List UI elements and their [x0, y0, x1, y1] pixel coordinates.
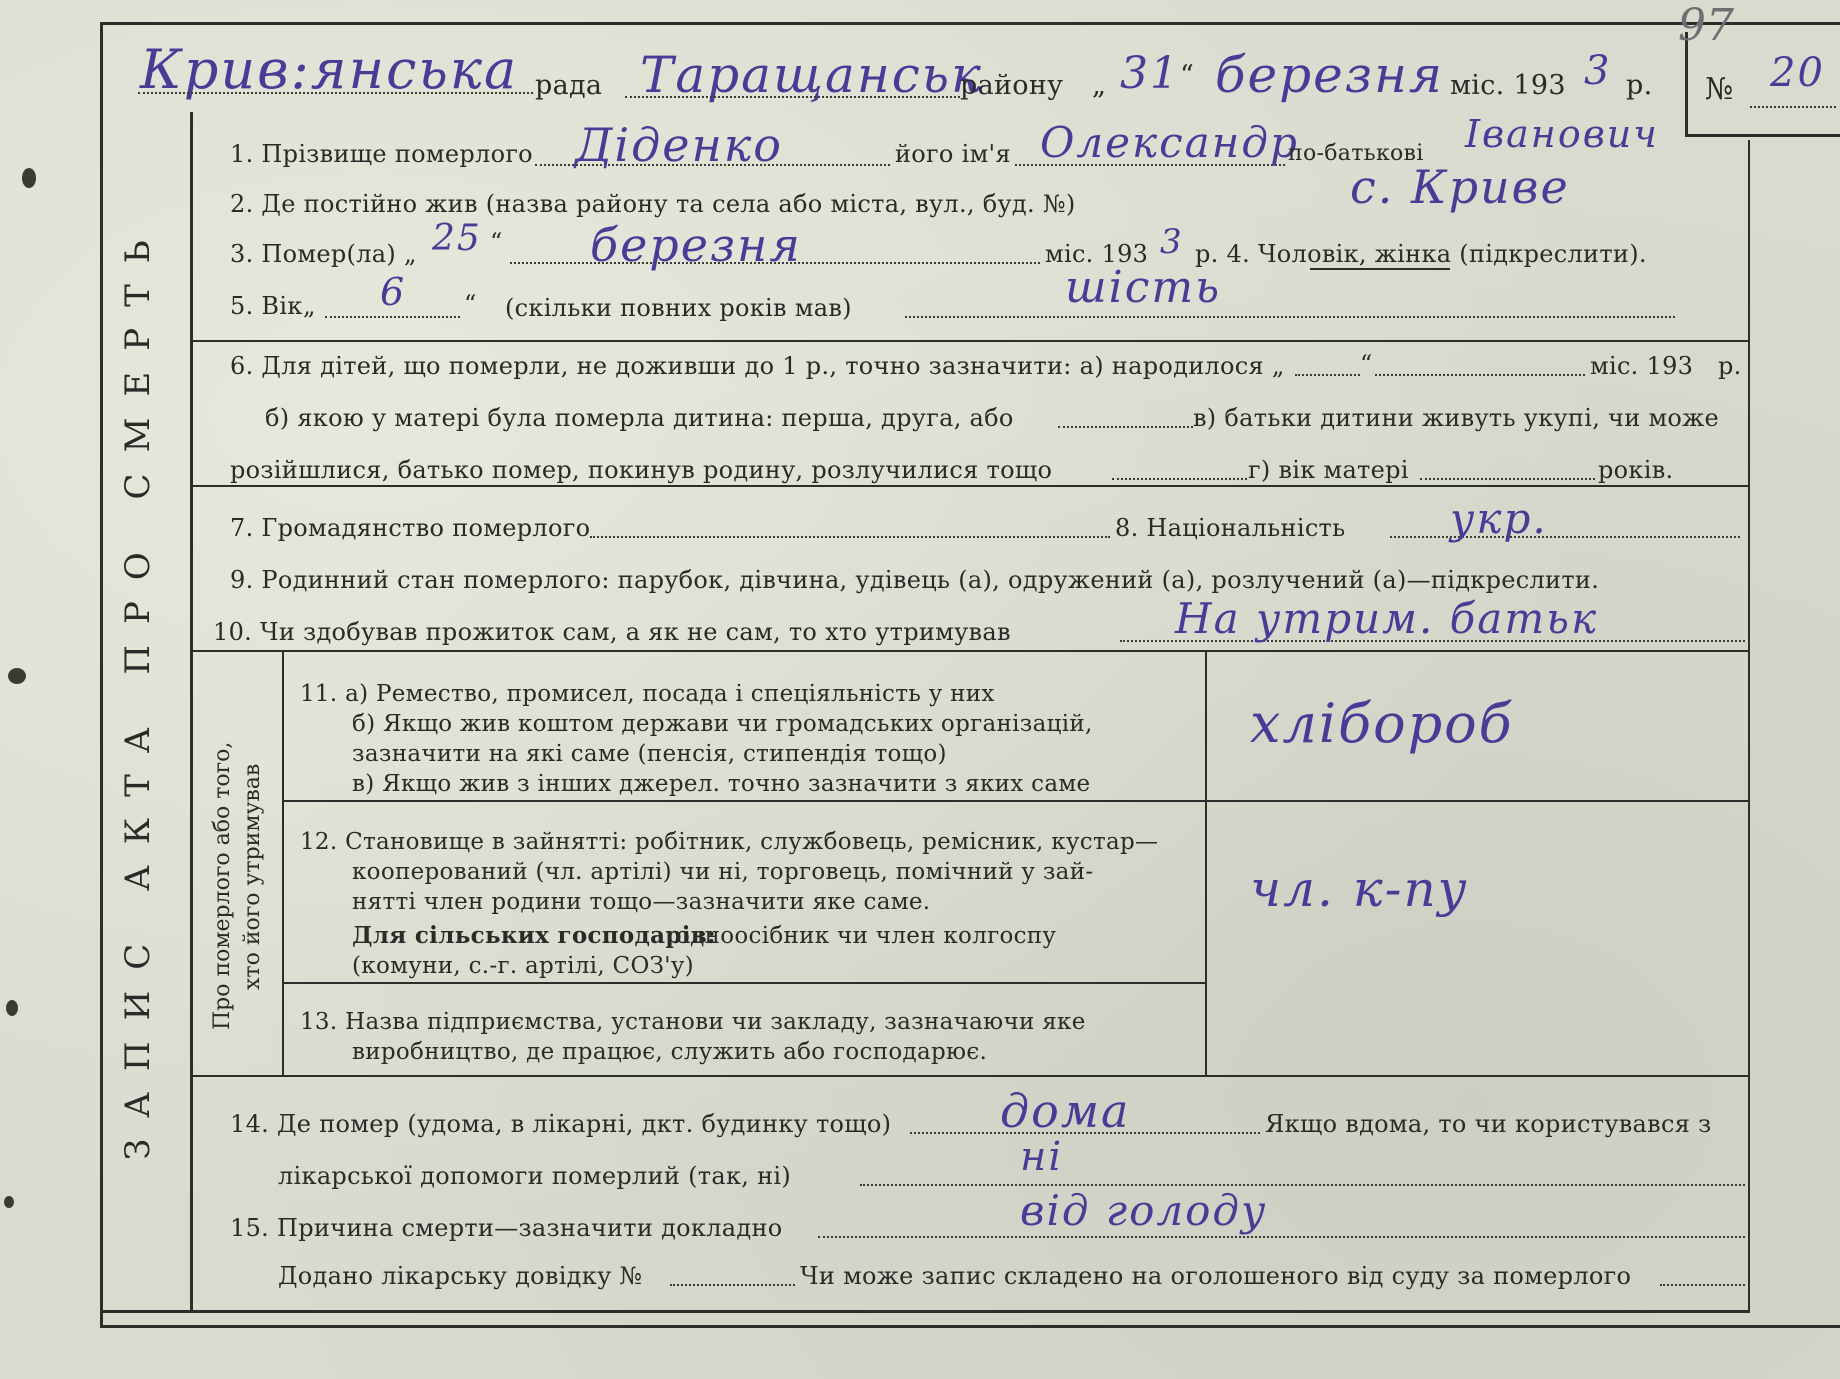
- field-7-label: 7. Громадянство померлого: [230, 514, 591, 542]
- quote-mark: „: [1092, 70, 1107, 101]
- dotted-line: [325, 316, 460, 318]
- quote-mark: “: [1180, 60, 1195, 91]
- section-divider: [193, 1075, 1748, 1077]
- field-14-label: 14. Де помер (удома, в лікарні, дкт. будинку тощо): [230, 1110, 892, 1138]
- field-11-line-3: зазначити на які саме (пенсія, стипендія тощо): [352, 741, 947, 767]
- medical-help-value: ні: [1020, 1134, 1064, 1180]
- district-name: Таращанськ: [640, 46, 983, 104]
- field-11-line-2: б) Якщо жив коштом держави чи громадських організацій,: [352, 711, 1093, 737]
- row-divider: [282, 800, 1748, 802]
- vertical-subtitle-2: хто його утримував: [240, 763, 265, 990]
- field-6-mother-age-label: г) вік матері: [1248, 456, 1409, 484]
- deceased-name: Олександр: [1040, 118, 1299, 167]
- residence-value: с. Криве: [1350, 160, 1570, 214]
- council-name: Крив:янська: [140, 38, 519, 101]
- field-6-line-1: 6. Для дітей, що померли, не доживши до 1 р., точно зазначити: а) народилося „: [230, 352, 1285, 380]
- field-13-line-2: виробництво, де працює, служить або господарює.: [352, 1039, 988, 1065]
- field-6-line-2: б) якою у матері була померла дитина: перша, друга, або: [265, 404, 1014, 432]
- block-divider: [1205, 650, 1207, 1075]
- month-label: міс. 193: [1450, 70, 1566, 101]
- paper-stain: [6, 1000, 18, 1016]
- quote-mark: „: [303, 292, 316, 320]
- field-1-patronymic-label: по-батькові: [1288, 141, 1424, 166]
- employment-status-value: чл. к-пу: [1250, 860, 1469, 918]
- quote-mark: „: [404, 240, 417, 268]
- occupation-value: хлібороб: [1250, 692, 1514, 755]
- dotted-line: [1420, 478, 1595, 480]
- year-suffix: р.: [1626, 70, 1653, 101]
- field-6-line-3: розійшлися, батько помер, покинув родину, розлучилися тощо: [230, 456, 1053, 484]
- field-15-label: 15. Причина смерти—зазначити докладно: [230, 1214, 783, 1242]
- nationality-value: укр.: [1450, 494, 1548, 543]
- dotted-line: [590, 536, 1110, 538]
- field-6-line-2b: в) батьки дитини живуть укупі, чи може: [1193, 404, 1720, 432]
- field-3-label: 3. Помер(ла): [230, 240, 397, 268]
- field-1-label: 1. Прізвище померлого: [230, 140, 533, 168]
- vertical-title: ЗАПИС АКТА ПРО СМЕРТЬ: [118, 219, 158, 1160]
- field-12-line-4: Для сільських господарів:: [352, 922, 716, 949]
- dotted-line: [625, 96, 960, 98]
- deceased-surname: Діденко: [575, 118, 783, 172]
- dotted-line: [1660, 1284, 1745, 1286]
- field-5-hint: (скільки повних років мав): [505, 294, 852, 322]
- archive-mark: 97: [1678, 0, 1734, 51]
- death-day: 25: [432, 218, 482, 259]
- paper-stain: [8, 668, 26, 684]
- dotted-line: [1390, 536, 1740, 538]
- field-6-year-suffix: р.: [1718, 352, 1742, 380]
- field-10-label: 10. Чи здобував прожиток сам, а як не сам, то хто утримував: [213, 618, 1011, 646]
- deceased-patronymic: Іванович: [1465, 112, 1659, 156]
- field-16-rest: Чи може запис складено на оголошеного від суду за померлого: [800, 1262, 1632, 1290]
- field-12-line-4b: одноосібник чи член колгоспу: [676, 923, 1057, 949]
- field-13-line-1: 13. Назва підприємства, установи чи закладу, зазначаючи яке: [300, 1009, 1086, 1035]
- dotted-line: [1112, 478, 1247, 480]
- supporter-value: На утрим. батьк: [1175, 594, 1599, 643]
- field-11-line-1: 11. а) Ремество, промисел, посада і спеціяльність у них: [300, 681, 995, 707]
- section-divider: [193, 340, 1748, 342]
- dotted-line: [1058, 426, 1193, 428]
- field-1-name-label: його ім'я: [895, 140, 1011, 168]
- rada-label: рада: [535, 70, 603, 101]
- place-of-death-value: дома: [1000, 1084, 1131, 1138]
- dotted-line: [670, 1284, 795, 1286]
- field-3-month-label: міс. 193: [1045, 240, 1149, 268]
- field-14b-label: лікарської допомоги померлий (так, ні): [278, 1162, 792, 1190]
- dotted-line: [1295, 374, 1360, 376]
- age-in-words: шість: [1065, 262, 1222, 313]
- death-month: березня: [590, 218, 802, 272]
- block-divider: [282, 650, 284, 1075]
- field-8-label: 8. Національність: [1115, 514, 1346, 542]
- field-6-years-label: років.: [1598, 456, 1674, 484]
- right-border: [1748, 140, 1750, 1312]
- field-3-4-rest: р. 4. Чоловік, жінка (підкреслити).: [1195, 240, 1647, 268]
- vertical-subtitle-1: Про померлого або того,: [210, 741, 235, 1030]
- field-12-line-1: 12. Становище в зайнятті: робітник, службовець, ремісник, кустар—: [300, 829, 1159, 855]
- quote-mark: “: [490, 228, 503, 256]
- quote-mark: “: [1360, 350, 1373, 378]
- dotted-line: [1750, 106, 1836, 108]
- field-6-month-label: міс. 193: [1590, 352, 1694, 380]
- age-value: 6: [380, 270, 407, 314]
- field-12-line-3: нятті член родини тощо—зазначити яке саме.: [352, 889, 931, 915]
- death-year-digit: 3: [1160, 222, 1184, 262]
- record-day: 31: [1120, 48, 1180, 99]
- dotted-line: [905, 316, 1675, 318]
- rayon-label: району: [960, 70, 1064, 101]
- dotted-line: [818, 1236, 1745, 1238]
- record-year-digit: 3: [1584, 48, 1612, 94]
- field-12-line-5: (комуни, с.-г. артілі, СОЗ'у): [352, 953, 694, 979]
- field-11-line-4: в) Якщо жив з інших джерел. точно зазначити з яких саме: [352, 771, 1091, 797]
- record-month: березня: [1215, 46, 1445, 104]
- dotted-line: [1375, 374, 1585, 376]
- field-16-label: Додано лікарську довідку №: [278, 1262, 643, 1290]
- section-divider: [193, 485, 1748, 487]
- cause-of-death-value: від голоду: [1020, 1186, 1268, 1235]
- number-label: №: [1705, 72, 1734, 107]
- paper-stain: [4, 1196, 14, 1208]
- dotted-line: [860, 1184, 1745, 1186]
- dotted-line: [138, 92, 533, 94]
- underline-male: [1310, 268, 1450, 270]
- field-12-line-2: кооперований (чл. артілі) чи ні, торговець, помічний у зай-: [352, 859, 1094, 885]
- row-divider: [282, 982, 1205, 984]
- field-14-rest: Якщо вдома, то чи користувався з: [1265, 1110, 1712, 1138]
- record-number: 20: [1770, 50, 1825, 96]
- bottom-border: [100, 1310, 1750, 1313]
- field-5-label: 5. Вік: [230, 292, 303, 320]
- field-2-label: 2. Де постійно жив (назва району та села або міста, вул., буд. №): [230, 190, 1076, 218]
- quote-mark: “: [464, 290, 477, 318]
- section-divider: [193, 650, 1748, 652]
- field-9-label: 9. Родинний стан померлого: парубок, дівчина, удівець (а), одружений (а), розлучений (а)—підкреслити.: [230, 566, 1600, 594]
- paper-stain: [22, 168, 36, 188]
